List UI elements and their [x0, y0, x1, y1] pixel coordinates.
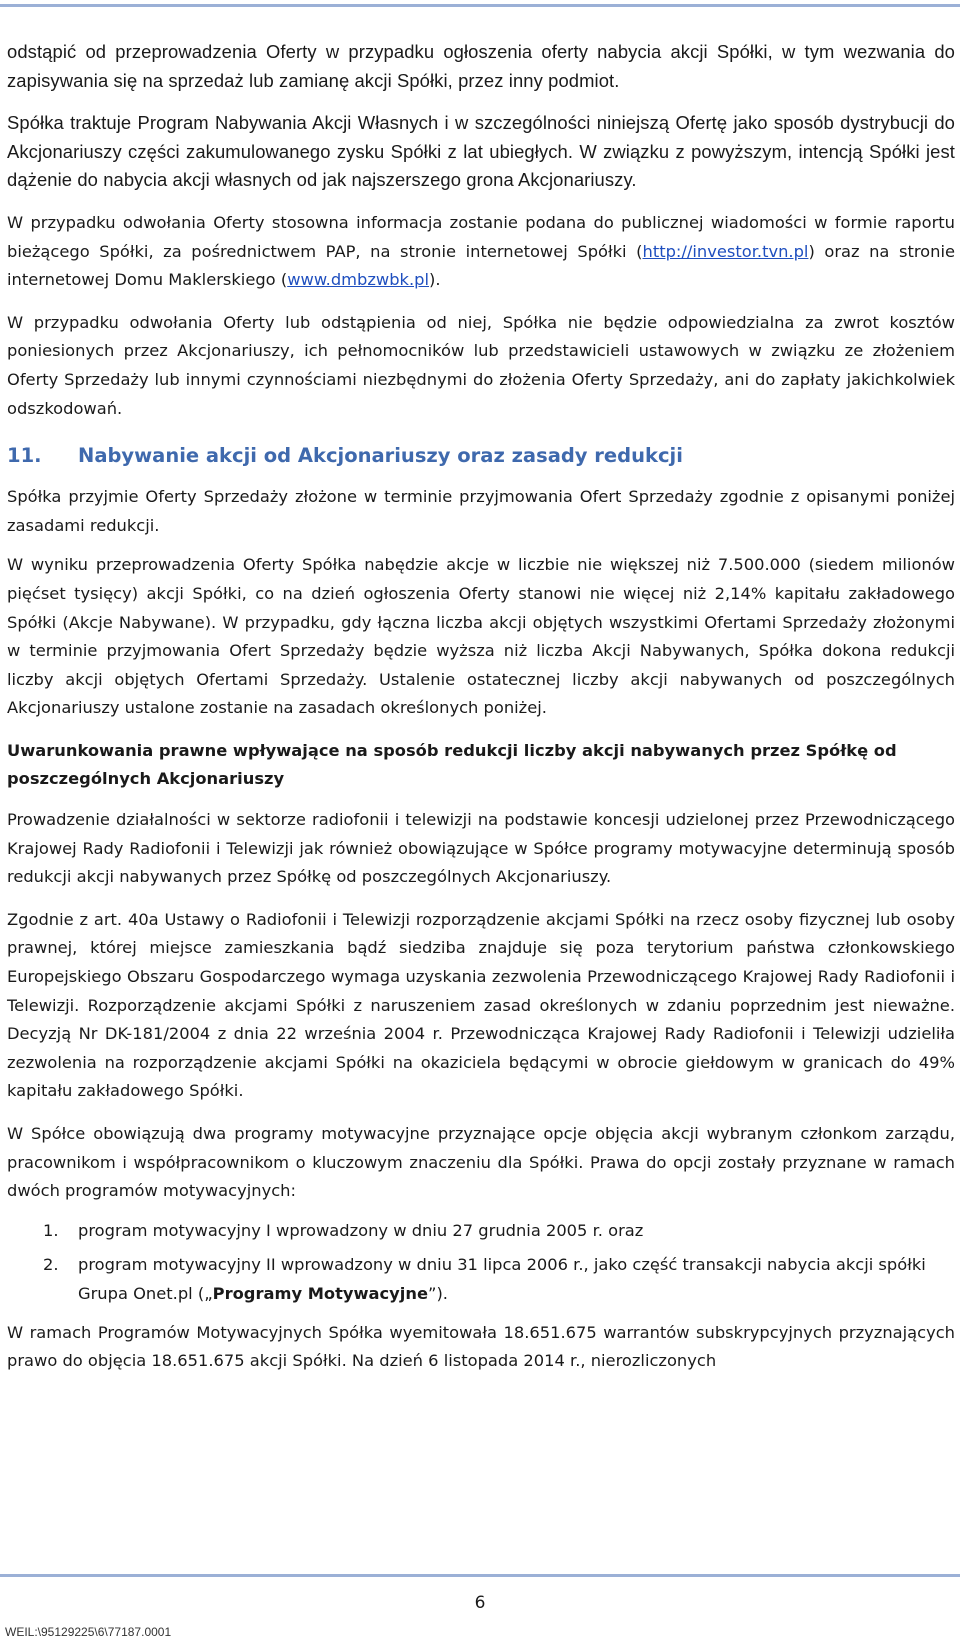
list-text	[78, 1251, 955, 1308]
paragraph: W przypadku odwołania Oferty lub odstąpienia od niej, Spółka nie będzie odpowiedzialna za zwrot kosztów poniesionych przez Akcjonariuszy, ich pełnomocników lub przedstawicieli ustawowych w związku ze złożeniem Oferty Sprzedaży lub innymi czynnościami niezbędnymi do złożenia Oferty Sprzedaży, ani do zapłaty jakichkolwiek odszkodowań.	[7, 312, 955, 418]
investor-link[interactable]: http://investor.tvn.pl	[642, 241, 809, 261]
paragraph: Spółka przyjmie Oferty Sprzedaży złożone w terminie przyjmowania Ofert Sprzedaży zgodnie z opisanymi poniżej zasadami redukcji.	[7, 487, 955, 535]
bottom-rule	[0, 1574, 960, 1577]
paragraph-text: ) oraz na stronie internetowej Domu Maklerskiego (	[7, 241, 956, 290]
section-title: Nabywanie akcji od Akcjonariuszy oraz zasady redukcji	[78, 444, 683, 468]
top-rule	[0, 4, 960, 7]
list-text-part: program motywacyjny II wprowadzony w dniu 31 lipca 2006 r., jako część transakcji nabycia akcji spółki Grupa Onet.pl („	[78, 1255, 926, 1303]
list-number: 1.	[43, 1220, 59, 1240]
document-code: WEIL:\95129225\6\77187.0001	[5, 1625, 172, 1639]
document-body	[7, 38, 955, 1390]
paragraph: Spółka traktuje Program Nabywania Akcji Własnych i w szczególności niniejszą Ofertę jako sposób dystrybucji do Akcjonariuszy części zakumulowanego zysku Spółki z lat ubiegłych. W związku z powyższym, intencją Spółki jest dążenie do nabycia akcji własnych od jak najszerszego grona Akcjonariuszy.	[7, 112, 955, 191]
list-number: 2.	[43, 1255, 59, 1275]
paragraph: Zgodnie z art. 40a Ustawy o Radiofonii i Telewizji rozporządzenie akcjami Spółki na rzecz osoby fizycznej lub osoby prawnej, której miejsce zamieszkania bądź siedziba znajduje się poza terytorium państwa członkowskiego Europejskiego Obszaru Gospodarczego wymaga uzyskania zezwolenia Przewodniczącego Krajowej Rady Radiofonii i Telewizji. Rozporządzenie akcjami Spółki z naruszeniem zasad określonych w zdaniu poprzednim jest nieważne. Decyzją Nr DK-181/2004 z dnia 22 września 2004 r. Przewodnicząca Krajowej Rady Radiofonii i Telewizji udzieliła zezwolenia na rozporządzenie akcjami Spółki na okaziciela będącymi w obrocie giełdowym w granicach do 49% kapitału zakładowego Spółki.	[7, 909, 955, 1101]
defined-term: Programy Motywacyjne	[212, 1283, 429, 1303]
paragraph: W wyniku przeprowadzenia Oferty Spółka nabędzie akcje w liczbie nie większej niż 7.500.000 (siedem milionów pięćset tysięcy) akcji Spółki, co na dzień ogłoszenia Oferty stanowi nie więcej niż 2,14% kapitału zakładowego Spółki (Akcje Nabywane). W przypadku, gdy łączna liczba akcji objętych wszystkimi Ofertami Sprzedaży złożonymi w terminie przyjmowania Ofert Sprzedaży będzie wyższa niż liczba Akcji Nabywanych, Spółka dokona redukcji liczby akcji objętych Ofertami Sprzedaży. Ustalenie ostatecznej liczby akcji nabywanych od poszczególnych Akcjonariuszy ustalone zostanie na zasadach określonych poniżej.	[7, 555, 955, 718]
paragraph: odstąpić od przeprowadzenia Oferty w przypadku ogłoszenia oferty nabycia akcji Spółki, w tym wezwania do zapisywania się na sprzedaż lub zamianę akcji Spółki, przez inny podmiot.	[7, 41, 955, 91]
paragraph: W ramach Programów Motywacyjnych Spółka wyemitowała 18.651.675 warrantów subskrypcyjnych przyznających prawo do objęcia 18.651.675 akcji Spółki. Na dzień 6 listopada 2014 r., nierozliczonych	[7, 1322, 955, 1371]
paragraph: Prowadzenie działalności w sektorze radiofonii i telewizji na podstawie koncesji udzielonej przez Przewodniczącego Krajowej Rady Radiofonii i Telewizji jak również obowiązujące w Spółce programy motywacyjne determinują sposób redukcji akcji nabywanych przez Spółkę od poszczególnych Akcjonariuszy.	[7, 810, 955, 887]
subheading: Uwarunkowania prawne wpływające na sposób redukcji liczby akcji nabywanych przez Spółkę od poszczególnych Akcjonariuszy	[7, 740, 897, 789]
list-item	[7, 1217, 955, 1246]
paragraph-text: W przypadku odwołania Oferty stosowna informacja zostanie podana do publicznej wiadomości w formie raportu bieżącego Spółki, za pośrednictwem PAP, na stronie internetowej Spółki (	[7, 212, 955, 261]
list-text-part: ”).	[428, 1283, 448, 1303]
paragraph: W Spółce obowiązują dwa programy motywacyjne przyznające opcje objęcia akcji wybranym członkom zarządu, pracownikom i współpracownikom o kluczowym znaczeniu dla Spółki. Prawa do opcji zostały przyznane w ramach dwóch programów motywacyjnych:	[7, 1124, 955, 1201]
list-text: program motywacyjny I wprowadzony w dniu 27 grudnia 2005 r. oraz	[78, 1220, 644, 1240]
section-number: 11.	[7, 444, 42, 468]
section-heading	[7, 441, 955, 471]
paragraph-text: ).	[429, 270, 441, 290]
program-list	[7, 1217, 955, 1309]
paragraph	[7, 209, 955, 295]
page-number: 6	[474, 1593, 486, 1613]
broker-link[interactable]: www.dmbzwbk.pl	[287, 270, 430, 290]
list-item	[7, 1251, 955, 1308]
